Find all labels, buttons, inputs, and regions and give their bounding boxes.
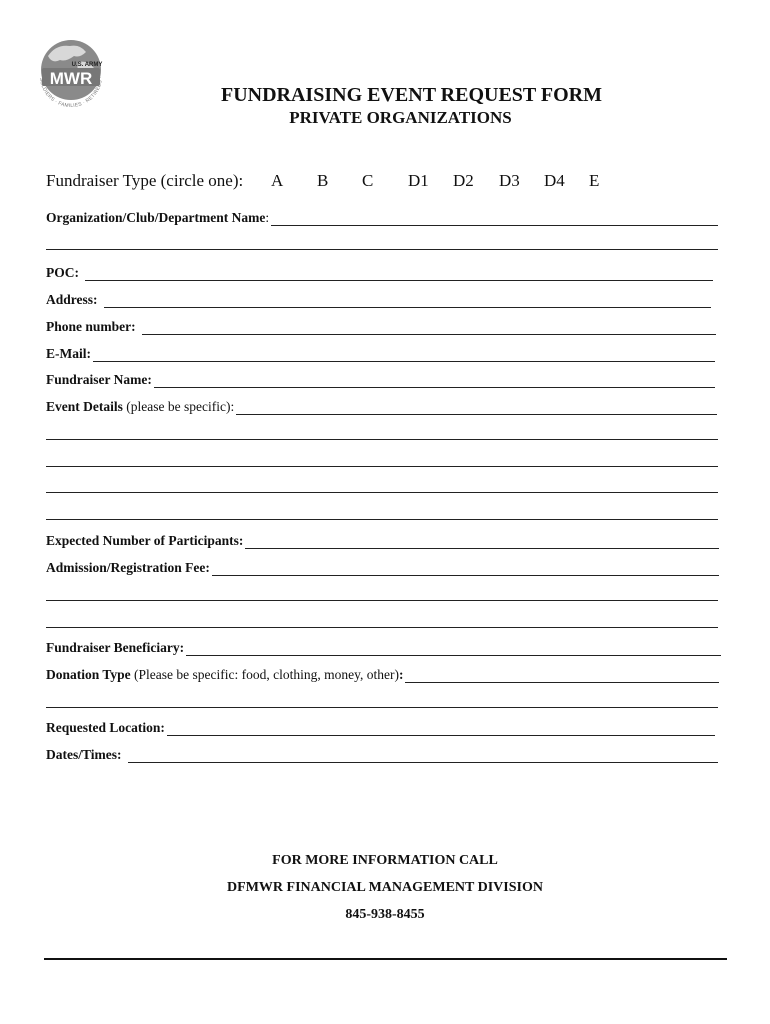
beneficiary-label: Fundraiser Beneficiary:	[46, 640, 185, 655]
phone-label: Phone number:	[46, 319, 136, 334]
email-field	[46, 344, 715, 362]
event-details-label: Event Details (please be specific):	[46, 399, 235, 414]
beneficiary-input-line[interactable]	[186, 643, 721, 656]
address-field	[46, 290, 711, 308]
organization-input-line-2[interactable]	[46, 249, 718, 250]
fundraiser-type-option-b[interactable]: B	[317, 171, 329, 190]
fundraiser-name-label: Fundraiser Name:	[46, 372, 152, 387]
donation-type-input-line[interactable]	[405, 670, 719, 683]
footer-info-line: FOR MORE INFORMATION CALL	[272, 853, 498, 868]
beneficiary-field	[46, 638, 721, 656]
participants-field	[46, 531, 719, 549]
organization-field	[46, 208, 718, 226]
poc-field	[46, 263, 713, 281]
location-label: Requested Location:	[46, 720, 165, 735]
dates-input-line[interactable]	[128, 750, 719, 763]
form-title: FUNDRAISING EVENT REQUEST FORM	[221, 84, 602, 106]
fundraiser-name-input-line[interactable]	[154, 375, 715, 388]
fee-label: Admission/Registration Fee:	[46, 560, 210, 575]
footer-division-line: DFMWR FINANCIAL MANAGEMENT DIVISION	[227, 880, 543, 895]
event-details-field	[46, 397, 717, 415]
address-label: Address:	[46, 292, 98, 307]
donation-type-input-line-2[interactable]	[46, 707, 718, 708]
event-details-input-line-5[interactable]	[46, 519, 718, 520]
event-details-input-line[interactable]	[236, 402, 717, 415]
donation-type-field	[46, 665, 719, 683]
participants-label: Expected Number of Participants:	[46, 533, 244, 548]
footer-phone: 845-938-8455	[345, 907, 425, 922]
fundraiser-type-option-e[interactable]: E	[589, 171, 600, 190]
location-field	[46, 718, 715, 736]
organization-input-line[interactable]	[271, 213, 718, 226]
fundraiser-type-option-c[interactable]: C	[362, 171, 374, 190]
phone-field	[46, 317, 716, 335]
fee-input-line-2[interactable]	[46, 600, 718, 601]
fee-field	[46, 558, 719, 576]
dates-field	[46, 745, 718, 763]
logo-brand-text: MWR	[49, 69, 93, 88]
email-label: E-Mail:	[46, 346, 91, 361]
event-details-input-line-2[interactable]	[46, 439, 718, 440]
dates-label: Dates/Times:	[46, 747, 122, 762]
logo-arc-text: SOLDIERS · FAMILIES · RETIREES ·	[38, 76, 105, 110]
fee-input-line[interactable]	[212, 563, 719, 576]
event-details-input-line-3[interactable]	[46, 466, 718, 467]
participants-input-line[interactable]	[245, 536, 719, 549]
email-input-line[interactable]	[93, 349, 715, 362]
fee-input-line-3[interactable]	[46, 627, 718, 628]
event-details-input-line-4[interactable]	[46, 492, 718, 493]
form-subtitle: PRIVATE ORGANIZATIONS	[289, 108, 512, 127]
address-input-line[interactable]	[104, 295, 711, 308]
location-input-line[interactable]	[167, 723, 715, 736]
poc-input-line[interactable]	[85, 268, 713, 281]
fundraiser-type-option-d4[interactable]: D4	[544, 171, 565, 190]
fundraiser-type-option-d1[interactable]: D1	[408, 171, 429, 190]
organization-label: Organization/Club/Department Name:	[46, 210, 270, 225]
fundraiser-type-option-a[interactable]: A	[271, 171, 284, 190]
poc-label: POC:	[46, 265, 79, 280]
fundraiser-type-label: Fundraiser Type (circle one):	[46, 171, 244, 190]
fundraiser-type-option-d3[interactable]: D3	[499, 171, 520, 190]
bottom-divider	[44, 958, 727, 960]
phone-input-line[interactable]	[142, 322, 716, 335]
donation-type-label: Donation Type (Please be specific: food, clothing, money, other):	[46, 667, 404, 682]
fundraiser-type-option-d2[interactable]: D2	[453, 171, 474, 190]
logo-army-text: U.S. ARMY	[71, 62, 103, 68]
fundraiser-name-field	[46, 370, 715, 388]
